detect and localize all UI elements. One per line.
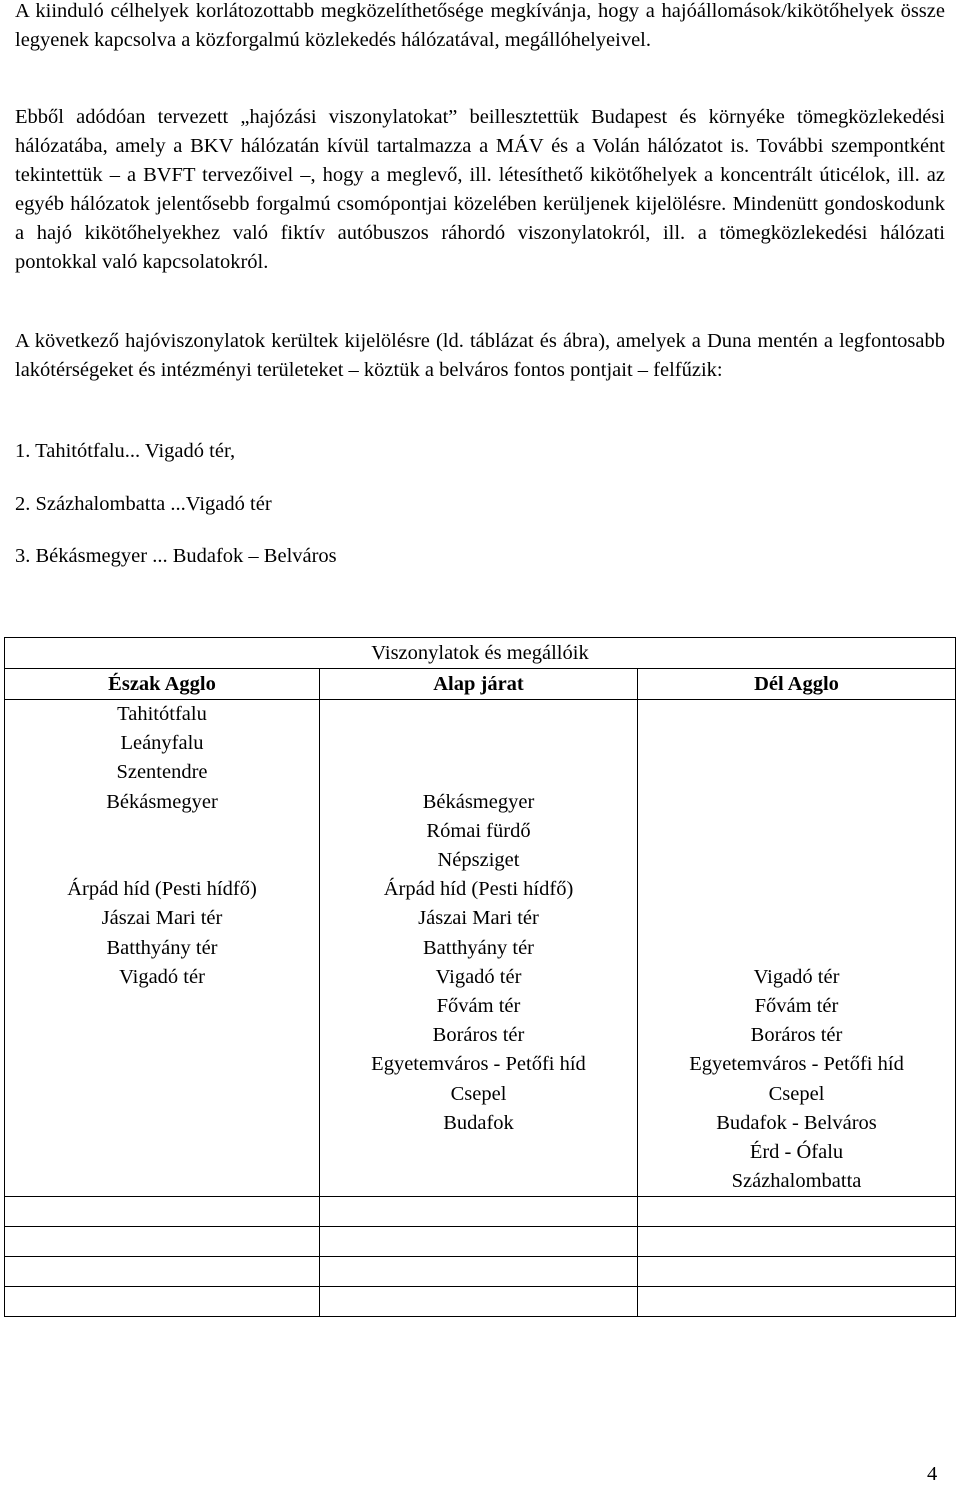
column-header-south: Dél Agglo xyxy=(638,669,956,700)
stop-cell-north xyxy=(5,1080,320,1109)
stop-cell-north xyxy=(5,846,320,875)
stop-cell-north xyxy=(5,1050,320,1079)
table-row xyxy=(5,1080,956,1109)
empty-cell xyxy=(638,1227,956,1257)
empty-cell xyxy=(638,1287,956,1317)
table-title: Viszonylatok és megállóik xyxy=(5,638,956,669)
empty-cell xyxy=(320,1287,638,1317)
stop-cell-main xyxy=(320,729,638,758)
stop-cell-south xyxy=(638,875,956,904)
table-row xyxy=(5,875,956,904)
table-row xyxy=(5,817,956,846)
routes-table xyxy=(4,637,956,1317)
stop-cell-main: Boráros tér xyxy=(320,1021,638,1050)
table-row xyxy=(5,846,956,875)
stop-cell-north xyxy=(5,1021,320,1050)
empty-cell xyxy=(5,1257,320,1287)
column-header-main: Alap járat xyxy=(320,669,638,700)
paragraph-1: A kiinduló célhelyek korlátozottabb megközelíthetősége megkívánja, hogy a hajóállomások/kikötőhelyek össze legyenek kapcsolva a közforgalmú közlekedés hálózatával, megállóhelyeivel. xyxy=(15,0,945,51)
table-row xyxy=(5,963,956,992)
stop-cell-north: Batthyány tér xyxy=(5,934,320,963)
empty-cell xyxy=(5,1287,320,1317)
table-row xyxy=(5,934,956,963)
stop-cell-north: Leányfalu xyxy=(5,729,320,758)
stop-cell-north xyxy=(5,992,320,1021)
table-row xyxy=(5,1109,956,1138)
stop-cell-south: Érd - Ófalu xyxy=(638,1138,956,1167)
table-row xyxy=(5,904,956,933)
empty-cell xyxy=(638,1197,956,1227)
empty-row xyxy=(5,1197,956,1227)
stop-cell-south: Boráros tér xyxy=(638,1021,956,1050)
stop-cell-south xyxy=(638,934,956,963)
stop-cell-south xyxy=(638,846,956,875)
stop-cell-main: Budafok xyxy=(320,1109,638,1138)
column-header-north: Észak Agglo xyxy=(5,669,320,700)
stop-cell-south xyxy=(638,700,956,730)
table-row xyxy=(5,729,956,758)
stop-cell-main xyxy=(320,700,638,730)
stop-cell-main: Jászai Mari tér xyxy=(320,904,638,933)
paragraph-3: A következő hajóviszonylatok kerültek kijelölésre (ld. táblázat és ábra), amelyek a Duna mentén a legfontosabb lakótérségeket és intézményi területeket – köztük a belváros fontos pontjait – felfűzik: xyxy=(15,330,945,381)
stop-cell-north: Vigadó tér xyxy=(5,963,320,992)
stop-cell-main: Népsziget xyxy=(320,846,638,875)
empty-cell xyxy=(320,1227,638,1257)
empty-row xyxy=(5,1287,956,1317)
stop-cell-south xyxy=(638,758,956,787)
stop-cell-south xyxy=(638,904,956,933)
stop-cell-north: Szentendre xyxy=(5,758,320,787)
empty-cell xyxy=(638,1257,956,1287)
table-row xyxy=(5,1167,956,1197)
stop-cell-north xyxy=(5,1167,320,1197)
table-row xyxy=(5,700,956,730)
stop-cell-north: Tahitótfalu xyxy=(5,700,320,730)
stop-cell-south: Vigadó tér xyxy=(638,963,956,992)
table-row xyxy=(5,788,956,817)
stop-cell-south: Budafok - Belváros xyxy=(638,1109,956,1138)
table-row xyxy=(5,1050,956,1079)
table-row xyxy=(5,758,956,787)
stop-cell-south: Egyetemváros - Petőfi híd xyxy=(638,1050,956,1079)
table-row xyxy=(5,1138,956,1167)
empty-cell xyxy=(320,1257,638,1287)
empty-cell xyxy=(5,1197,320,1227)
stop-cell-main: Csepel xyxy=(320,1080,638,1109)
stop-cell-main: Békásmegyer xyxy=(320,788,638,817)
stop-cell-main: Római fürdő xyxy=(320,817,638,846)
empty-cell xyxy=(5,1227,320,1257)
stop-cell-main: Batthyány tér xyxy=(320,934,638,963)
stop-cell-main: Vigadó tér xyxy=(320,963,638,992)
stop-cell-north xyxy=(5,1138,320,1167)
stop-cell-south: Fővám tér xyxy=(638,992,956,1021)
empty-row xyxy=(5,1257,956,1287)
empty-cell xyxy=(320,1197,638,1227)
stop-cell-main xyxy=(320,758,638,787)
route-item-2: 2. Százhalombatta ...Vigadó tér xyxy=(15,493,272,515)
stop-cell-north xyxy=(5,817,320,846)
stop-cell-main xyxy=(320,1167,638,1197)
table-row xyxy=(5,992,956,1021)
stop-cell-south xyxy=(638,729,956,758)
stop-cell-south xyxy=(638,788,956,817)
page-number: 4 xyxy=(927,1463,938,1485)
stop-cell-main: Egyetemváros - Petőfi híd xyxy=(320,1050,638,1079)
paragraph-2: Ebből adódóan tervezett „hajózási viszonylatokat” beillesztettük Budapest és környéke tömegközlekedési hálózatába, amely a BKV hálózatán kívül tartalmazza a MÁV és a Volán hálózatot is. További szempontként tekintettük – a BVFT tervezőivel –, hogy a meglevő, ill. létesíthető kikötőhelyek a koncentrált úticélok, ill. az egyéb hálózatok jelentősebb forgalmú csomópontjai közelében kerüljenek kijelölésre. Mindenütt gondoskodunk a hajó kikötőhelyekhez való fiktív autóbuszos ráhordó viszonylatokról, ill. a tömegközlekedési hálózati pontokkal való kapcsolatokról. xyxy=(15,106,945,273)
stop-cell-north: Árpád híd (Pesti hídfő) xyxy=(5,875,320,904)
stop-cell-north: Jászai Mari tér xyxy=(5,904,320,933)
route-item-1: 1. Tahitótfalu... Vigadó tér, xyxy=(15,440,236,462)
stop-cell-north xyxy=(5,1109,320,1138)
stop-cell-main: Árpád híd (Pesti hídfő) xyxy=(320,875,638,904)
stop-cell-south: Százhalombatta xyxy=(638,1167,956,1197)
stop-cell-south: Csepel xyxy=(638,1080,956,1109)
empty-row xyxy=(5,1227,956,1257)
stop-cell-main: Fővám tér xyxy=(320,992,638,1021)
stop-cell-south xyxy=(638,817,956,846)
stop-cell-main xyxy=(320,1138,638,1167)
table-row xyxy=(5,1021,956,1050)
route-item-3: 3. Békásmegyer ... Budafok – Belváros xyxy=(15,545,337,567)
stop-cell-north: Békásmegyer xyxy=(5,788,320,817)
